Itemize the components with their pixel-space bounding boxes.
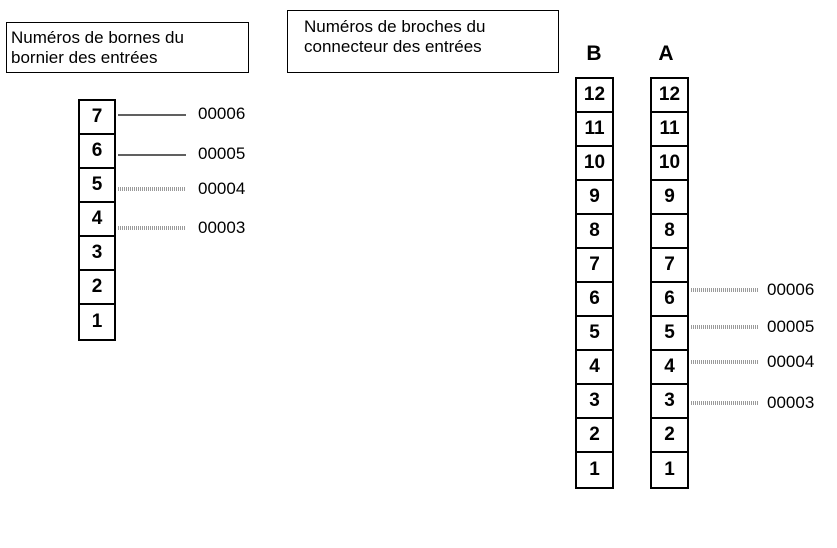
connecteur-label-line-2: connecteur des entrées [304, 37, 482, 56]
terminal-cell: 2 [80, 271, 114, 305]
pin-cell-a: 7 [652, 249, 687, 283]
connecteur-address: 00003 [767, 393, 815, 412]
terminal-cell: 5 [80, 169, 114, 203]
pin-cell-a: 1 [664, 459, 675, 480]
pin-cell-a: 9 [652, 181, 687, 215]
pin-cell-b: 10 [577, 147, 612, 181]
bornier-address: 00005 [198, 144, 246, 163]
pin-cell-b: 11 [577, 113, 612, 147]
pin-cell-b: 4 [577, 351, 612, 385]
terminal-cell: 1 [91, 311, 103, 332]
bornier-label-line-2: bornier des entrées [11, 48, 158, 67]
pin-cell-a: 5 [652, 317, 687, 351]
connecteur-address: 00006 [767, 280, 815, 299]
pin-cell-a: 4 [652, 351, 687, 385]
bornier-address: 00004 [198, 179, 246, 198]
pin-cell-b: 12 [577, 79, 612, 113]
column-b-header: B [586, 42, 602, 65]
pin-cell-a: 2 [652, 419, 687, 453]
pin-cell-a: 11 [652, 113, 687, 147]
pin-cell-a: 12 [652, 79, 687, 113]
pin-cell-b: 5 [577, 317, 612, 351]
pin-cell-b: 7 [577, 249, 612, 283]
connecteur-address: 00005 [767, 317, 815, 336]
terminal-cell: 4 [80, 203, 114, 237]
terminal-cell: 3 [80, 237, 114, 271]
connecteur-address: 00004 [767, 352, 815, 371]
terminal-cell: 7 [80, 101, 114, 135]
pin-cell-b: 2 [577, 419, 612, 453]
bornier-address: 00006 [198, 104, 246, 123]
pin-cell-a: 10 [652, 147, 687, 181]
bornier-label-line-1: Numéros de bornes du [11, 28, 184, 47]
terminal-cell: 6 [80, 135, 114, 169]
pin-cell-b: 9 [577, 181, 612, 215]
pin-cell-b: 8 [577, 215, 612, 249]
pin-cell-a: 8 [652, 215, 687, 249]
pin-cell-a: 3 [652, 385, 687, 419]
pin-cell-b: 1 [589, 459, 600, 480]
pin-cell-b: 6 [577, 283, 612, 317]
pin-cell-a: 6 [652, 283, 687, 317]
bornier-address: 00003 [198, 218, 246, 237]
connecteur-label-line-1: Numéros de broches du [304, 17, 486, 36]
pin-cell-b: 3 [577, 385, 612, 419]
column-a-header: A [658, 42, 674, 65]
